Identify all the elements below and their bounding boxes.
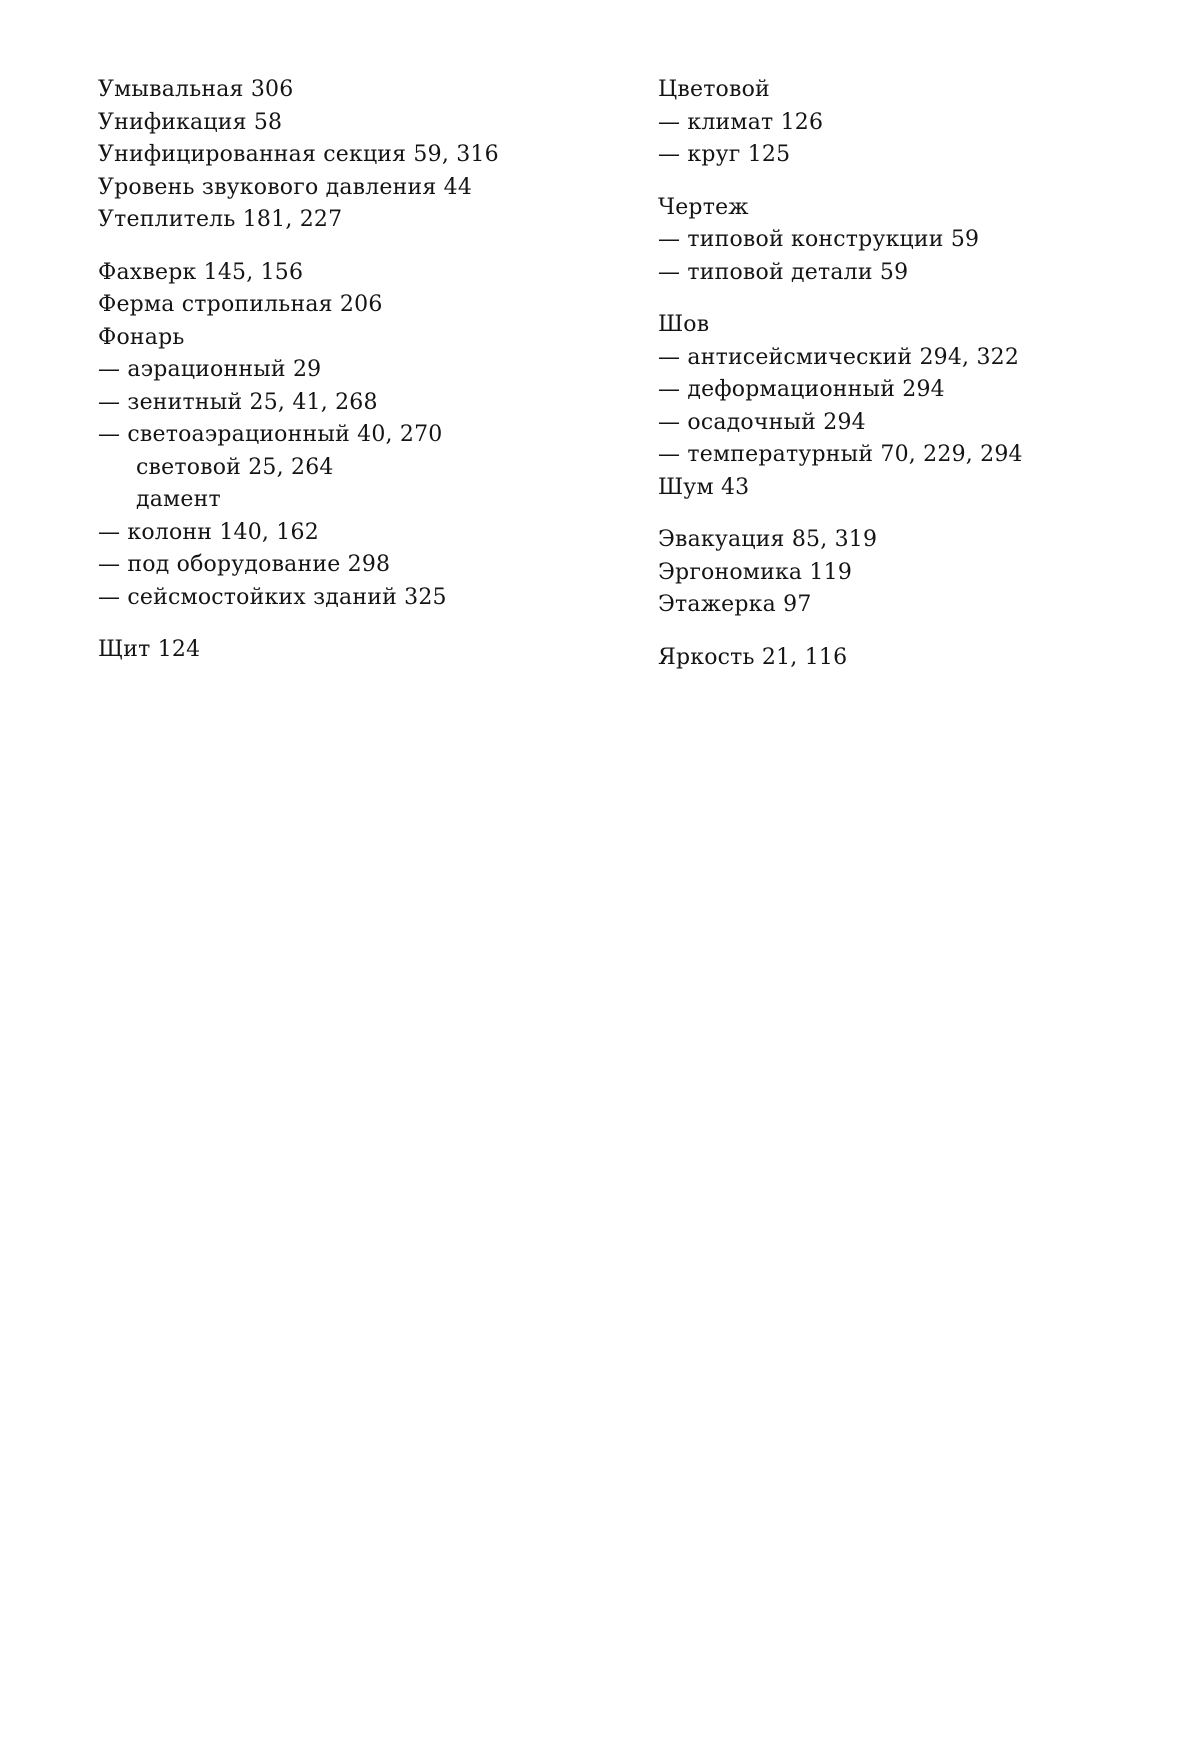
index-entry: Эвакуация 85, 319 [658, 527, 878, 552]
index-letter-group [658, 74, 1128, 172]
index-entry: — сейсмостойких зданий 325 [98, 584, 447, 610]
index-entry: — колонн 140, 162 [98, 519, 319, 545]
index-entry: дамент [136, 487, 221, 512]
index-entry: Шов [658, 312, 710, 337]
index-entry: Фахверк 145, 156 [98, 259, 304, 285]
index-entry: световой 25, 264 [136, 454, 334, 480]
index-entry: Эргономика 119 [658, 559, 853, 585]
index-entry: — зенитный 25, 41, 268 [98, 389, 378, 415]
index-entry: — типовой детали 59 [658, 259, 909, 285]
index-entry: — круг 125 [658, 142, 791, 167]
index-letter-group [98, 74, 568, 237]
index-column-right [658, 74, 1128, 694]
index-entry: Яркость 21, 116 [658, 644, 848, 670]
index-letter-group [658, 524, 1128, 622]
index-letter-group [658, 192, 1128, 290]
index-entry: Умывальная 306 [98, 77, 294, 102]
index-entry: — под оборудование 298 [98, 552, 391, 577]
index-entry: Унифицированная секция 59, 316 [98, 142, 499, 167]
index-entry: Чертеж [658, 194, 749, 220]
index-entry: — светоаэрационный 40, 270 [98, 422, 443, 447]
index-entry: Ферма стропильная 206 [98, 292, 383, 317]
index-entry: — антисейсмический 294, 322 [658, 344, 1020, 370]
index-entry: Шум 43 [658, 474, 750, 500]
index-entry: Цветовой [658, 77, 770, 102]
index-entry: Щит 124 [98, 637, 201, 662]
index-entry: Унификация 58 [98, 109, 283, 135]
index-letter-group [98, 257, 568, 615]
index-entry: — аэрационный 29 [98, 357, 322, 382]
index-letter-group [658, 642, 1128, 675]
index-entry: — климат 126 [658, 109, 824, 135]
index-entry: Этажерка 97 [658, 592, 812, 617]
index-letter-group [658, 309, 1128, 504]
index-entry: — осадочный 294 [658, 409, 866, 435]
index-entry: — деформационный 294 [658, 377, 945, 402]
index-entry: Утеплитель 181, 227 [98, 207, 343, 232]
index-entry: — типовой конструкции 59 [658, 227, 980, 252]
index-letter-group [98, 634, 568, 667]
index-entry: Фонарь [98, 324, 185, 350]
index-entry: — температурный 70, 229, 294 [658, 442, 1023, 467]
index-column-left [98, 74, 568, 687]
index-entry: Уровень звукового давления 44 [98, 174, 473, 200]
